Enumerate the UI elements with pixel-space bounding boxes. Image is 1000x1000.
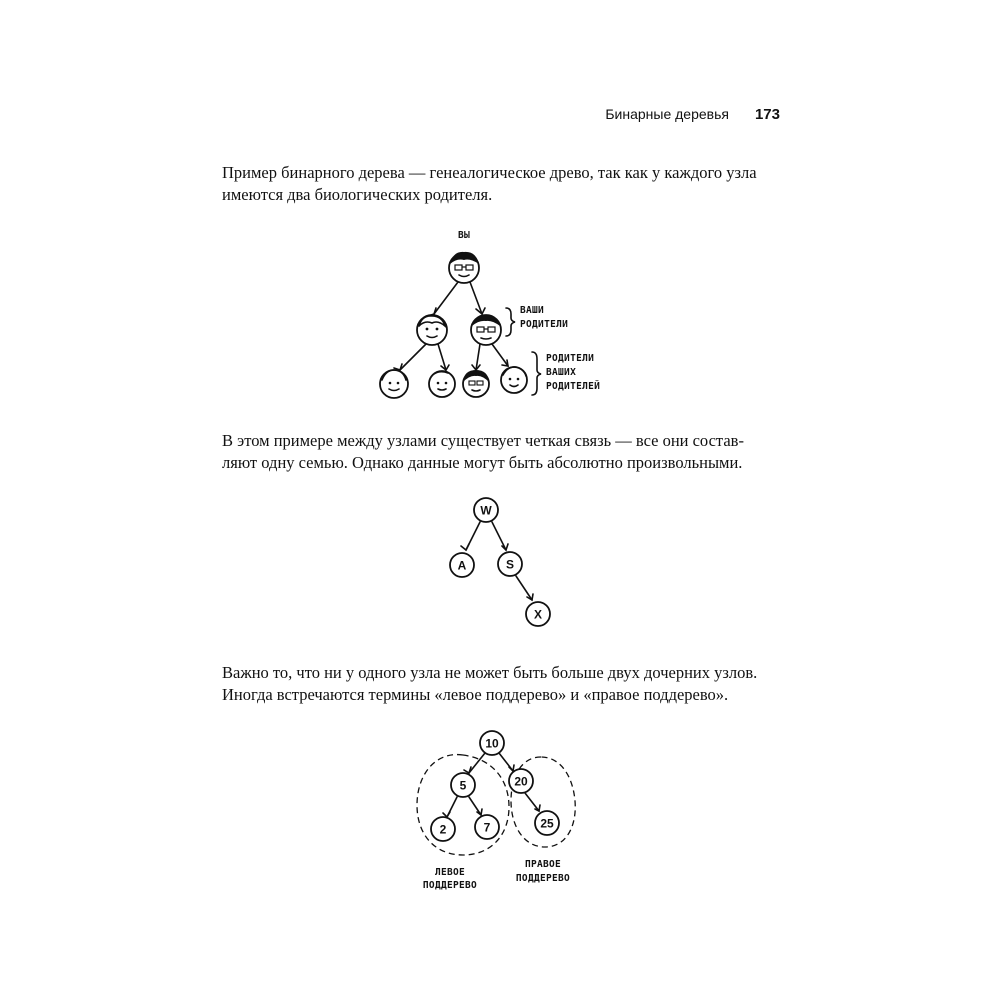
svg-text:5: 5 (459, 778, 467, 793)
svg-text:10: 10 (485, 736, 499, 751)
paragraph-line: В этом примере между узлами существует четкая связь — все они состав- (222, 431, 744, 450)
node-20 (509, 769, 533, 793)
label-right-subtree-line-1: ПРАВОЕ (524, 859, 562, 870)
paragraph-line: ляют одну семью. Однако данные могут быть абсолютно произвольными. (222, 453, 743, 472)
paragraph-line: Пример бинарного дерева — генеалогическое древо, так как у каждого узла (222, 163, 757, 182)
face-grandparent-4 (501, 367, 527, 393)
face-mother (417, 315, 447, 345)
svg-text:S: S (505, 557, 515, 572)
label-grandparents-line-1: РОДИТЕЛИ (546, 353, 595, 364)
family-tree-figure (370, 220, 630, 410)
paragraph-line: имеются два биологических родителя. (222, 185, 493, 204)
label-parents-line-1: ВАШИ (520, 305, 545, 316)
face-grandparent-1 (380, 370, 408, 398)
node-s (498, 552, 522, 576)
paragraph-line: Иногда встречаются термины «левое поддерево» и «правое поддерево». (222, 685, 729, 704)
node-x (526, 602, 550, 626)
paragraph-2 (222, 430, 782, 474)
running-head (605, 106, 780, 123)
letter-tree-figure (430, 490, 570, 640)
svg-text:2: 2 (439, 822, 447, 837)
face-you (449, 252, 479, 283)
node-2 (431, 817, 455, 841)
svg-text:W: W (480, 503, 492, 518)
face-grandparent-2 (429, 371, 455, 397)
node-7 (475, 815, 499, 839)
label-grandparents-line-2: ВАШИХ (546, 367, 577, 378)
node-10 (480, 731, 504, 755)
svg-text:7: 7 (483, 820, 491, 835)
node-a (450, 553, 474, 577)
section-title: Бинарные деревья (605, 106, 729, 122)
label-left-subtree-line-2: ПОДДЕРЕВО (422, 880, 478, 891)
svg-text:A: A (457, 558, 467, 573)
svg-text:20: 20 (514, 774, 528, 789)
label-parents-line-2: РОДИТЕЛИ (520, 319, 569, 330)
paragraph-3 (222, 662, 782, 706)
brace-parents (506, 308, 515, 336)
label-right-subtree-line-2: ПОДДЕРЕВО (515, 873, 571, 884)
brace-grandparents (532, 352, 541, 395)
svg-text:25: 25 (540, 816, 554, 831)
left-subtree-outline (417, 755, 509, 855)
subtree-figure (405, 725, 595, 900)
paragraph-1 (222, 162, 782, 206)
label-left-subtree-line-1: ЛЕВОЕ (434, 867, 466, 878)
svg-text:X: X (533, 607, 543, 622)
node-25 (535, 811, 559, 835)
page-number: 173 (754, 106, 780, 123)
label-grandparents-line-3: РОДИТЕЛЕЙ (546, 381, 601, 392)
face-grandparent-3 (463, 370, 489, 397)
paragraph-line: Важно то, что ни у одного узла не может быть больше двух дочерних узлов. (222, 663, 758, 682)
node-w (474, 498, 498, 522)
label-you: ВЫ (457, 230, 471, 241)
face-father (471, 315, 501, 345)
node-5 (451, 773, 475, 797)
